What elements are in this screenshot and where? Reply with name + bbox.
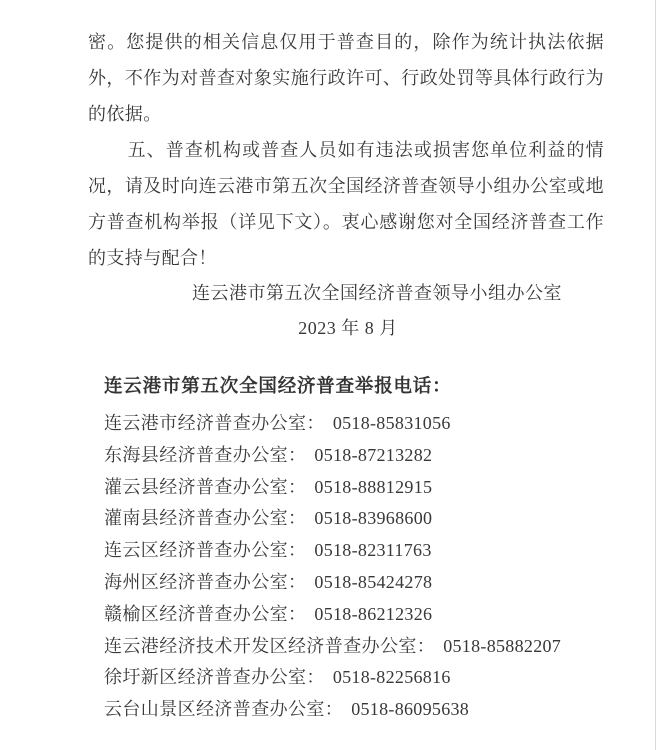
scan-page-edge-line	[655, 0, 656, 750]
hotline-phone: 0518-83968600	[314, 508, 433, 529]
hotline-office: 海州区经济普查办公室：	[104, 571, 307, 592]
hotline-office: 连云港经济技术开发区经济普查办公室：	[104, 635, 436, 656]
hotline-office: 赣榆区经济普查办公室：	[104, 603, 307, 624]
hotline-row	[104, 408, 604, 440]
hotline-row	[104, 694, 604, 726]
hotline-row	[104, 662, 604, 694]
hotline-phone: 0518-88812915	[314, 476, 433, 497]
hotline-phone: 0518-82256816	[332, 667, 451, 688]
hotline-phone: 0518-82311763	[314, 540, 432, 561]
hotline-row	[104, 599, 604, 631]
hotline-heading: 连云港市第五次全国经济普查举报电话：	[104, 375, 452, 396]
hotline-row	[104, 567, 604, 599]
hotline-phone: 0518-85882207	[443, 635, 562, 656]
hotline-office: 东海县经济普查办公室：	[104, 444, 307, 465]
signature-line: 连云港市第五次全国经济普查领导小组办公室	[192, 283, 562, 303]
hotline-list	[88, 408, 604, 726]
hotline-phone: 0518-87213282	[314, 444, 433, 465]
hotline-row	[104, 472, 604, 504]
hotline-row	[104, 440, 604, 472]
date-line: 2023 年 8 月	[298, 318, 398, 338]
hotline-phone: 0518-85831056	[332, 413, 451, 433]
hotline-phone: 0518-86212326	[314, 603, 433, 624]
hotline-office: 徐圩新区经济普查办公室：	[104, 667, 325, 688]
hotline-row	[104, 535, 604, 567]
paragraph-continuation: 密。您提供的相关信息仅用于普查目的，除作为统计执法依据外，不作为对普查对象实施行政许可、行政处罚等具体行政行为的依据。	[88, 32, 604, 124]
hotline-office: 灌南县经济普查办公室：	[104, 508, 307, 529]
hotline-phone: 0518-85424278	[314, 571, 433, 592]
hotline-phone: 0518-86095638	[351, 699, 470, 720]
hotline-office: 灌云县经济普查办公室：	[104, 476, 307, 497]
hotline-row	[104, 503, 604, 535]
hotline-row	[104, 631, 604, 663]
hotline-office: 云台山景区经济普查办公室：	[104, 699, 344, 720]
hotline-office: 连云港市经济普查办公室：	[104, 413, 325, 433]
paragraph-item-5: 五、普查机构或普查人员如有违法或损害您单位利益的情况，请及时向连云港市第五次全国经济普查领导小组办公室或地方普查机构举报（详见下文）。衷心感谢您对全国经济普查工作的支持与配合！	[88, 140, 604, 268]
hotline-office: 连云区经济普查办公室：	[104, 540, 307, 561]
